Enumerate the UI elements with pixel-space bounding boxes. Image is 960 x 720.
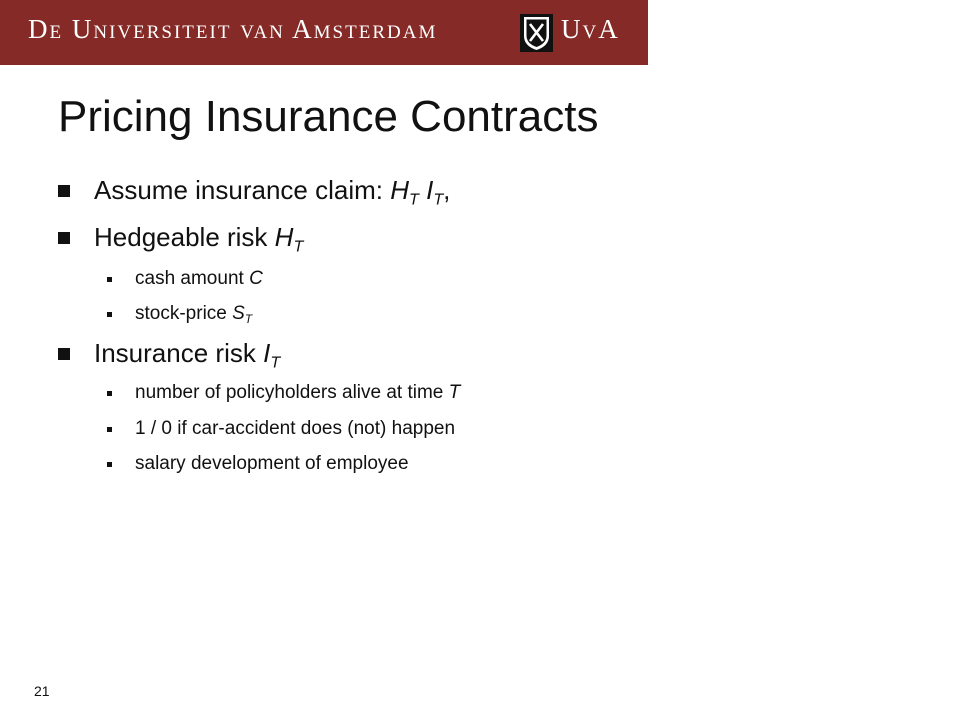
small-square-bullet-icon xyxy=(107,427,112,432)
sub-bullet-text: number of policyholders alive at time T xyxy=(135,382,461,403)
sub-bullet-text: salary development of employee xyxy=(135,453,409,474)
math-symbol: H xyxy=(390,175,410,205)
math-subscript: T xyxy=(270,353,281,372)
math-symbol: H xyxy=(274,222,294,252)
square-bullet-icon xyxy=(58,232,70,244)
header-banner xyxy=(0,0,648,65)
math-subscript: T xyxy=(433,190,444,209)
math-symbol: I xyxy=(426,175,434,205)
uva-crest-icon xyxy=(520,14,553,52)
small-square-bullet-icon xyxy=(107,277,112,282)
sub-bullet-salary xyxy=(107,453,409,475)
small-square-bullet-icon xyxy=(107,391,112,396)
bullet-text: Hedgeable risk $H_T$ xyxy=(94,222,304,256)
bullet-item-hedgeable-risk xyxy=(58,222,303,257)
bullet-item-insurance-claim xyxy=(58,175,450,210)
math-subscript: T xyxy=(409,190,419,209)
sub-bullet-policyholders xyxy=(107,382,460,404)
sub-bullet-car-accident xyxy=(107,418,455,440)
university-abbreviation: UvA xyxy=(561,14,620,44)
small-square-bullet-icon xyxy=(107,462,112,467)
sub-bullet-cash-amount xyxy=(107,268,263,290)
bullet-text: Assume insurance claim: $H_T$ $I_T$, xyxy=(94,175,451,209)
math-symbol: C xyxy=(249,268,263,289)
square-bullet-icon xyxy=(58,185,70,197)
sub-bullet-stock-price xyxy=(107,303,252,326)
university-name: De Universiteit van Amsterdam xyxy=(28,14,438,44)
sub-bullet-text: 1 / 0 if car-accident does (not) happen xyxy=(135,418,456,439)
math-subscript: T xyxy=(293,237,304,256)
math-symbol: I xyxy=(263,338,271,368)
small-square-bullet-icon xyxy=(107,312,112,317)
slide-title: Pricing Insurance Contracts xyxy=(58,92,599,141)
square-bullet-icon xyxy=(58,348,70,360)
math-symbol: T xyxy=(448,382,461,403)
sub-bullet-text: stock-price $S_T$ xyxy=(135,303,253,327)
math-subscript: T xyxy=(244,313,253,327)
page-number: 21 xyxy=(34,683,50,699)
math-symbol: S xyxy=(232,303,245,324)
bullet-item-insurance-risk xyxy=(58,338,280,373)
bullet-text: Insurance risk $I_T$ xyxy=(94,338,281,372)
sub-bullet-text: cash amount C xyxy=(135,268,263,289)
